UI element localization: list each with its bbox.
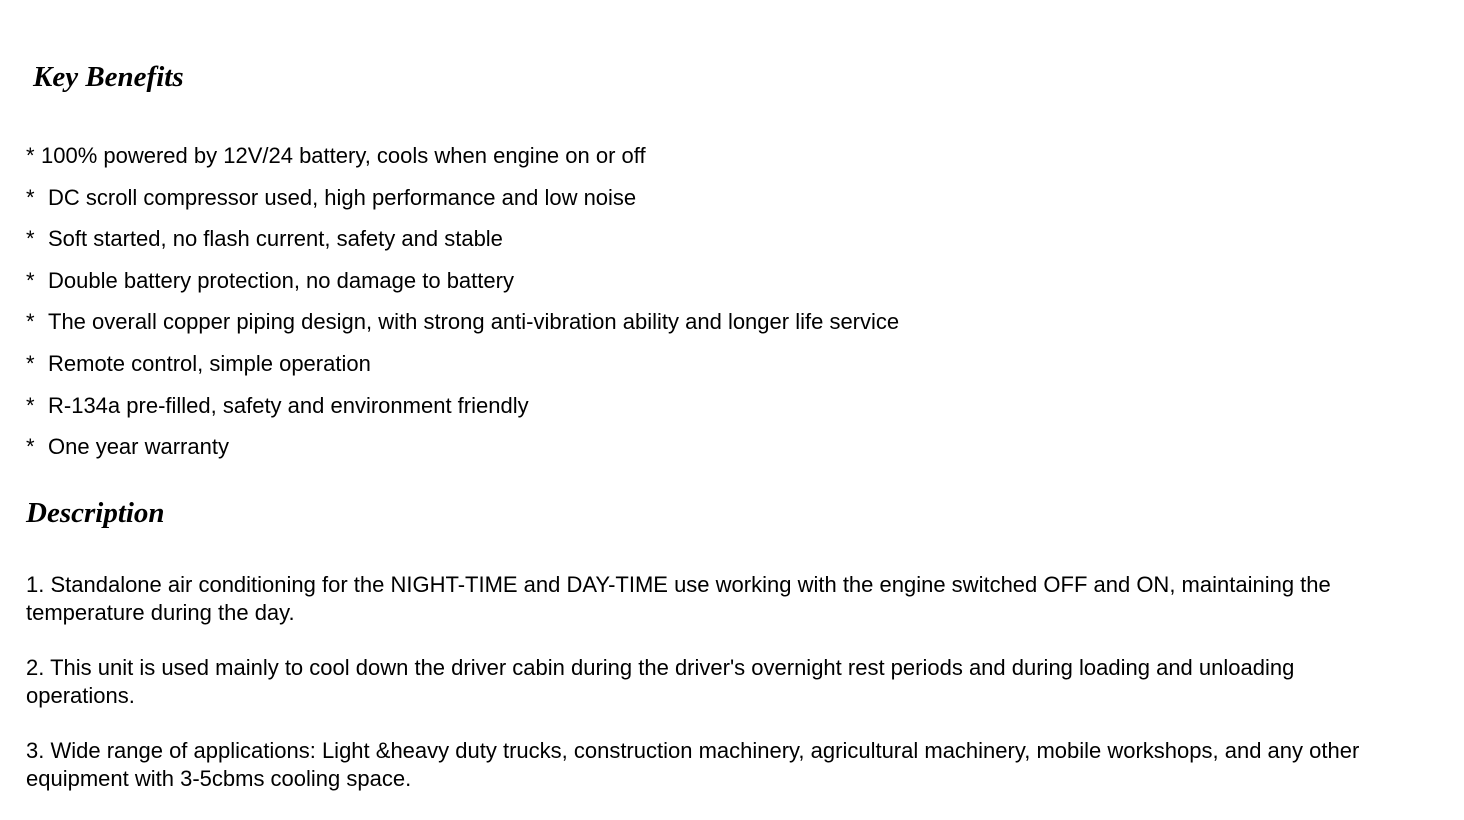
- bullet-marker: *: [26, 226, 35, 252]
- description-paragraph: 1. Standalone air conditioning for the NIGHT-TIME and DAY-TIME use working with the engine switched OFF and ON, maintaining the temperature during the day.: [26, 572, 1331, 625]
- benefit-text: Soft started, no flash current, safety and stable: [48, 226, 503, 252]
- benefit-item: [26, 267, 899, 309]
- description-paragraph: 2. This unit is used mainly to cool down the driver cabin during the driver's overnight rest periods and during loading and unloading operations.: [26, 655, 1295, 708]
- benefit-item: [26, 142, 899, 184]
- benefit-text: Remote control, simple operation: [48, 350, 371, 376]
- benefit-text: Double battery protection, no damage to battery: [48, 267, 514, 293]
- benefit-item: [26, 433, 899, 475]
- benefit-text: The overall copper piping design, with strong anti-vibration ability and longer life service: [48, 309, 900, 335]
- bullet-marker: *: [26, 309, 35, 335]
- benefits-list: [26, 142, 899, 475]
- benefit-text: DC scroll compressor used, high performance and low noise: [48, 184, 637, 210]
- benefit-item: [26, 350, 899, 392]
- benefit-item: [26, 308, 899, 350]
- benefit-item: [26, 184, 899, 226]
- description-heading: Description: [26, 497, 165, 529]
- benefit-item: [26, 392, 899, 434]
- description-paragraph: 3. Wide range of applications: Light &heavy duty trucks, construction machinery, agricultural machinery, mobile workshops, and any other equipment with 3-5cbms cooling space.: [26, 738, 1360, 791]
- bullet-marker: *: [26, 184, 35, 210]
- bullet-marker: *: [26, 434, 35, 460]
- bullet-marker: *: [26, 267, 35, 293]
- benefit-text: One year warranty: [48, 434, 229, 460]
- bullet-marker: *: [26, 392, 35, 418]
- key-benefits-heading: Key Benefits: [33, 61, 184, 93]
- benefit-item: [26, 225, 899, 267]
- bullet-marker: *: [26, 143, 35, 168]
- bullet-marker: *: [26, 350, 35, 376]
- benefit-text: 100% powered by 12V/24 battery, cools when engine on or off: [41, 143, 646, 168]
- benefit-text: R-134a pre-filled, safety and environment friendly: [48, 392, 529, 418]
